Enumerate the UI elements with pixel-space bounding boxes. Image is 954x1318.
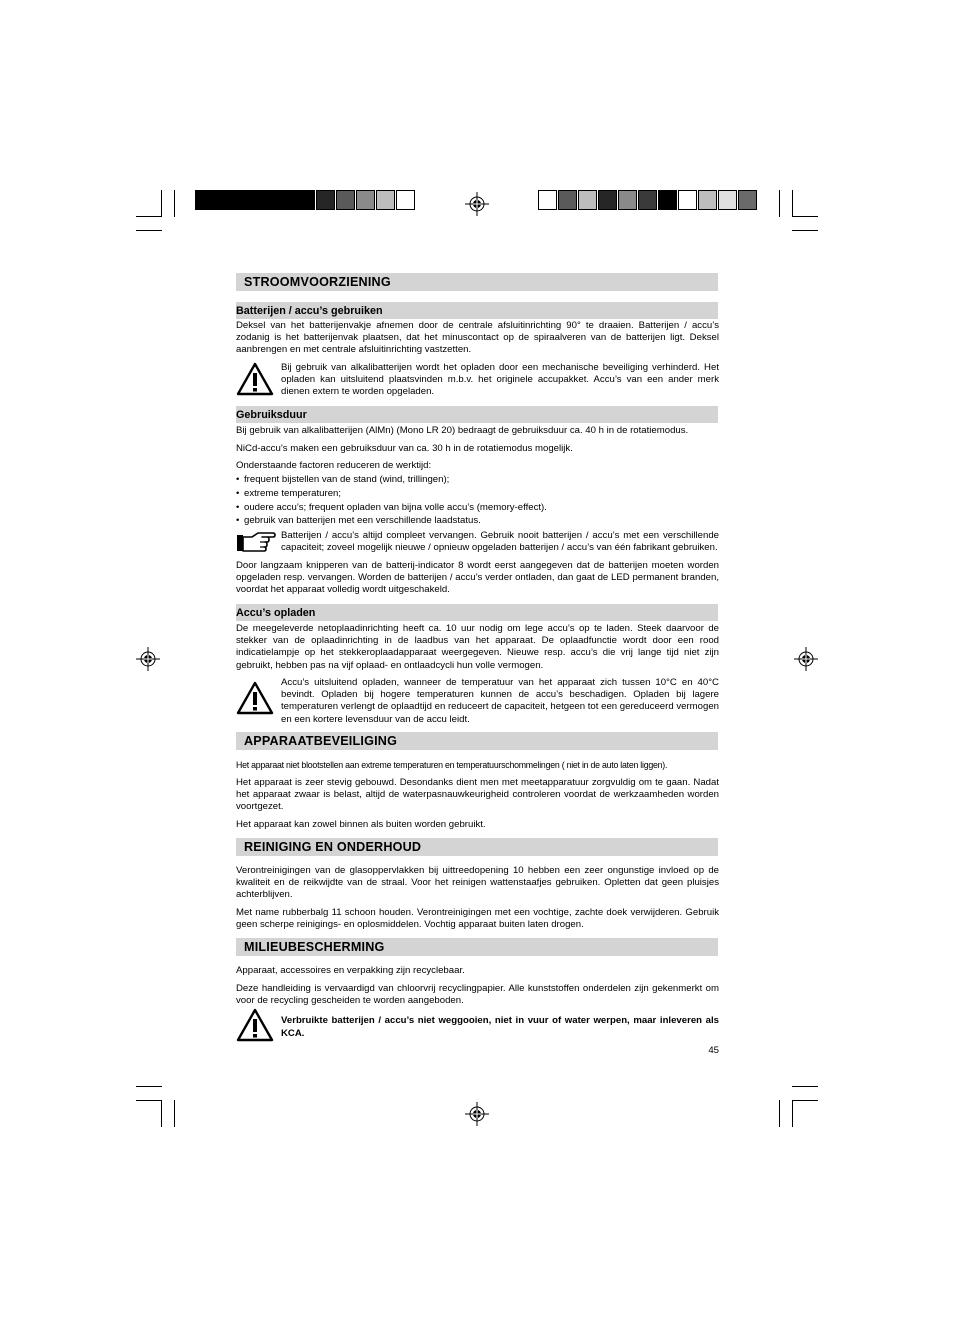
paragraph: Verontreinigingen van de glasoppervlakken bij uittreedopening 10 hebben een zeer ongunstige invloed op de kwaliteit en de reikwijdte van de straal. Voor het reinigen wattenstaafjes gebruiken. Opletten dat geen pluisjes achterblijven.: [236, 865, 719, 901]
list-item: • frequent bijstellen van de stand (wind, trillingen);: [236, 474, 450, 485]
paragraph: De meegeleverde netoplaadinrichting heeft ca. 10 uur nodig om lege accu’s op te laden. Steek daarvoor de stekker van de oplaadinrichting in de laadbus van het apparaat. De oplaadfunctie wordt door een rood indicatielampje op het stekkeroplaadapparaat weergegeven. Nieuwe resp. accu’s die vrij lange tijd niet zijn gebruikt, hebben pas na vijf oplaad- en ontlaadcycli hun volle vermogen.: [236, 623, 719, 671]
subsection-title-batterijen: Batterijen / accu’s gebruiken: [236, 302, 718, 319]
registration-mark-icon: [465, 192, 489, 216]
paragraph: Deze handleiding is vervaardigd van chloorvrij recyclingpapier. Alle kunststoffen onderdelen zijn gekenmerkt om voor de recycling gescheiden te worden aangeboden.: [236, 983, 719, 1007]
paragraph: Het apparaat kan zowel binnen als buiten worden gebruikt.: [236, 819, 486, 830]
registration-mark-icon: [136, 647, 160, 671]
section-title-apparaatbeveiliging: APPARAATBEVEILIGING: [236, 732, 718, 750]
registration-mark-icon: [465, 1102, 489, 1126]
paragraph: Deksel van het batterijenvakje afnemen door de centrale afsluitinrichting 90° te draaien. Batterijen / accu’s zodanig is het batterijenvak plaatsen, dat het minuscontact op de spiraalveren van de batterijen ligt. Deksel aanbrengen en met centrale afsluitinrichting vastzetten.: [236, 320, 719, 356]
subsection-title-accus-opladen: Accu’s opladen: [236, 604, 718, 621]
pointing-hand-icon: [236, 530, 276, 554]
section-title-reiniging: REINIGING EN ONDERHOUD: [236, 838, 718, 856]
warning-text: Accu’s uitsluitend opladen, wanneer de temperatuur van het apparaat zich tussen 10°C en 40°C bevindt. Opladen bij hogere temperaturen kunnen de accu’s beschadigen. Opladen bij lagere temperaturen verlengt de oplaadtijd en reduceert de capaciteit, hetgeen tot een gereduceerd vermogen en een kortere levensduur van de accu leidt.: [281, 677, 719, 725]
hint-text: Batterijen / accu’s altijd compleet vervangen. Gebruik nooit batterijen / accu’s met een verschillende capaciteit; zoveel mogelijk nieuwe / opnieuw opgeladen batterijen / accu’s van één fabrikant gebruiken.: [281, 530, 719, 554]
warning-text: Verbruikte batterijen / accu’s niet weggooien, niet in vuur of water werpen, maar inleveren als KCA.: [281, 1015, 719, 1039]
warning-triangle-icon: [236, 1008, 274, 1042]
warning-text: Bij gebruik van alkalibatterijen wordt het opladen door een mechanische beveiliging verhinderd. Het opladen kan uitsluitend plaatsvinden m.b.v. het originele accupakket. Accu’s van een ander merk dienen extern te worden opgeladen.: [281, 362, 719, 398]
paragraph: Onderstaande factoren reduceren de werktijd:: [236, 460, 432, 471]
paragraph: Apparaat, accessoires en verpakking zijn recyclebaar.: [236, 965, 465, 976]
paragraph: NiCd-accu’s maken een gebruiksduur van ca. 30 h in de rotatiemodus mogelijk.: [236, 443, 573, 454]
paragraph: Bij gebruik van alkalibatterijen (AlMn) (Mono LR 20) bedraagt de gebruiksduur ca. 40 h in de rotatiemodus.: [236, 425, 689, 436]
paragraph: Het apparaat is zeer stevig gebouwd. Desondanks dient men met meetapparatuur zorgvuldig om te gaan. Nadat het apparaat zwaar is belast, altijd de waterpasnauwkeurigheid controleren voordat de werkzaamheden worden voortgezet.: [236, 777, 719, 813]
section-title-stroomvoorziening: STROOMVOORZIENING: [236, 273, 718, 291]
warning-triangle-icon: [236, 681, 274, 715]
registration-mark-icon: [794, 647, 818, 671]
paragraph: Het apparaat niet blootstellen aan extreme temperaturen en temperatuurschommelingen ( niet in de auto laten liggen).: [236, 760, 668, 770]
page-number: 45: [708, 1045, 719, 1056]
warning-triangle-icon: [236, 362, 274, 396]
paragraph: Door langzaam knipperen van de batterij-indicator 8 wordt eerst aangegeven dat de batterijen moeten worden opgeladen resp. vervangen. Worden de batterijen / accu’s verder ontladen, dan gaat de LED permanent branden, voordat het apparaat volledig wordt uitgeschakeld.: [236, 560, 719, 596]
subsection-title-gebruiksduur: Gebruiksduur: [236, 406, 718, 423]
paragraph: Met name rubberbalg 11 schoon houden. Verontreinigingen met een vochtige, zachte doek verwijderen. Gebruik geen scherpe reinigings- en oplosmiddelen. Vochtig apparaat buiten laten drogen.: [236, 907, 719, 931]
list-item: • extreme temperaturen;: [236, 488, 342, 499]
section-title-milieubescherming: MILIEUBESCHERMING: [236, 938, 718, 956]
list-item: • gebruik van batterijen met een verschillende laadstatus.: [236, 515, 481, 526]
list-item: • oudere accu’s; frequent opladen van bijna volle accu’s (memory-effect).: [236, 502, 547, 513]
